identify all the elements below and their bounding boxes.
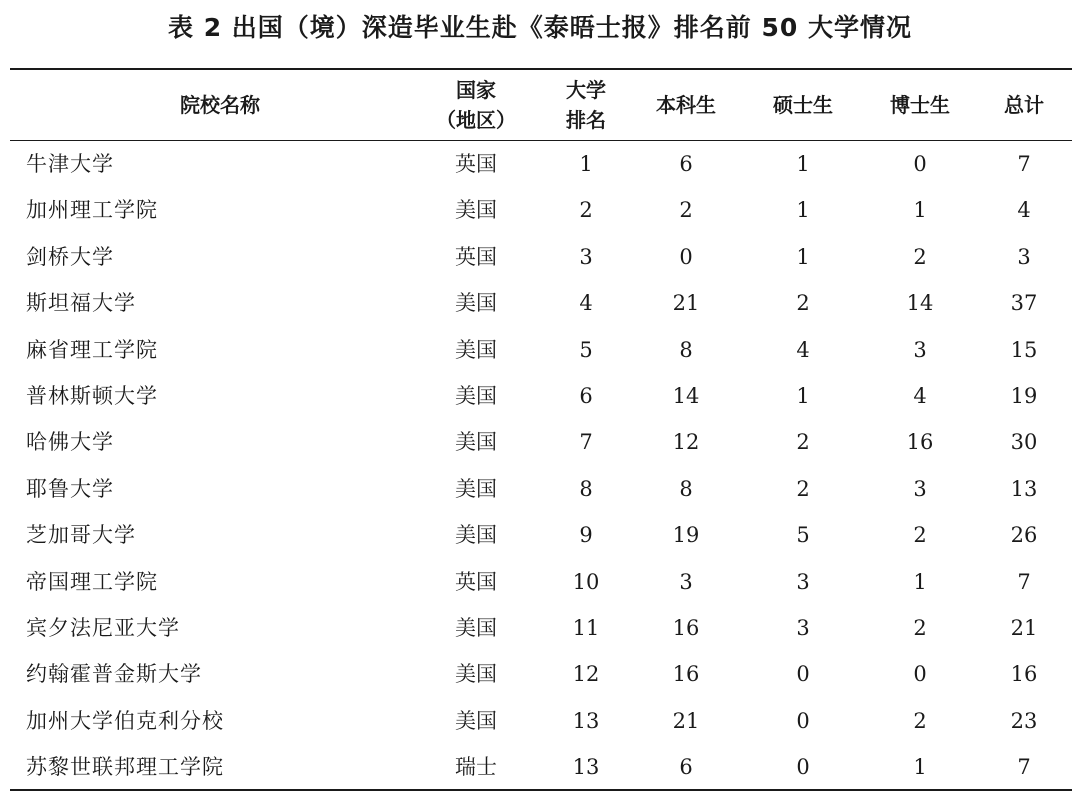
table-row (10, 605, 1072, 651)
table-body (10, 141, 1072, 790)
cell-undergraduate: 14 (672, 383, 700, 408)
cell-undergraduate: 8 (679, 337, 693, 362)
cell-school-name: 斯坦福大学 (26, 291, 136, 316)
cell-phd: 2 (913, 615, 927, 640)
table-row (10, 141, 1072, 187)
cell-phd: 3 (913, 476, 927, 501)
cell-rank: 4 (579, 291, 593, 316)
cell-school-name: 芝加哥大学 (26, 523, 136, 548)
table-header (10, 70, 1072, 140)
cell-school-name: 加州理工学院 (26, 198, 158, 223)
cell-master: 1 (796, 152, 810, 176)
cell-phd: 3 (913, 337, 927, 362)
header-phd: 博士生 (890, 93, 950, 117)
cell-school-name: 耶鲁大学 (26, 476, 114, 501)
cell-total: 30 (1010, 430, 1038, 455)
cell-undergraduate: 6 (679, 152, 693, 176)
cell-total: 37 (1010, 291, 1038, 316)
cell-total: 15 (1010, 337, 1038, 362)
cell-country: 瑞士 (455, 755, 497, 780)
cell-undergraduate: 21 (672, 708, 700, 733)
cell-country: 美国 (455, 198, 497, 223)
cell-total: 23 (1010, 708, 1038, 733)
cell-master: 2 (796, 430, 810, 455)
cell-total: 7 (1017, 755, 1031, 780)
cell-rank: 9 (579, 523, 593, 548)
cell-phd: 1 (913, 569, 927, 594)
cell-master: 0 (796, 708, 810, 733)
table-row (10, 559, 1072, 605)
cell-phd: 14 (906, 291, 934, 316)
cell-undergraduate: 8 (679, 476, 693, 501)
cell-master: 5 (796, 523, 810, 548)
cell-total: 3 (1017, 244, 1031, 269)
table-row (10, 744, 1072, 790)
cell-total: 7 (1017, 152, 1031, 176)
header-university-rank: 大学 排名 (566, 78, 606, 132)
cell-total: 19 (1010, 383, 1038, 408)
cell-total: 4 (1017, 198, 1031, 223)
table-row (10, 419, 1072, 465)
cell-phd: 1 (913, 198, 927, 223)
cell-master: 0 (796, 755, 810, 780)
cell-phd: 16 (906, 430, 934, 455)
cell-master: 0 (796, 662, 810, 687)
table-row (10, 373, 1072, 419)
cell-school-name: 哈佛大学 (26, 430, 114, 455)
cell-school-name: 普林斯顿大学 (26, 383, 158, 408)
table-row (10, 327, 1072, 373)
table-row (10, 512, 1072, 558)
cell-rank: 5 (579, 337, 593, 362)
cell-phd: 1 (913, 755, 927, 780)
cell-country: 美国 (455, 476, 497, 501)
table-row (10, 187, 1072, 233)
table-row (10, 280, 1072, 326)
cell-undergraduate: 16 (672, 662, 700, 687)
cell-country: 美国 (455, 662, 497, 687)
cell-undergraduate: 12 (672, 430, 700, 455)
cell-rank: 11 (572, 615, 600, 640)
cell-rank: 3 (579, 244, 593, 269)
cell-master: 2 (796, 291, 810, 316)
cell-phd: 0 (913, 662, 927, 687)
cell-phd: 2 (913, 708, 927, 733)
table-title: 表 2 出国（境）深造毕业生赴《泰晤士报》排名前 50 大学情况 (167, 13, 912, 42)
cell-school-name: 约翰霍普金斯大学 (26, 662, 202, 687)
table-bottom-rule (10, 789, 1072, 791)
cell-country: 美国 (455, 430, 497, 455)
cell-school-name: 苏黎世联邦理工学院 (26, 755, 224, 780)
cell-school-name: 加州大学伯克利分校 (26, 708, 224, 733)
header-total: 总计 (1004, 93, 1044, 117)
cell-school-name: 宾夕法尼亚大学 (26, 615, 180, 640)
cell-rank: 12 (572, 662, 600, 687)
cell-undergraduate: 0 (679, 244, 693, 269)
cell-country: 英国 (455, 152, 497, 176)
cell-undergraduate: 19 (672, 523, 700, 548)
cell-master: 2 (796, 476, 810, 501)
cell-rank: 6 (579, 383, 593, 408)
cell-rank: 13 (572, 708, 600, 733)
header-school-name: 院校名称 (180, 93, 260, 117)
cell-rank: 10 (572, 569, 600, 594)
table-row (10, 698, 1072, 744)
cell-rank: 8 (579, 476, 593, 501)
cell-master: 3 (796, 569, 810, 594)
cell-total: 21 (1010, 615, 1038, 640)
cell-total: 16 (1010, 662, 1038, 687)
cell-phd: 4 (913, 383, 927, 408)
cell-master: 1 (796, 198, 810, 223)
table-row (10, 466, 1072, 512)
cell-school-name: 帝国理工学院 (26, 569, 158, 594)
cell-country: 美国 (455, 383, 497, 408)
cell-school-name: 麻省理工学院 (26, 337, 158, 362)
cell-rank: 7 (579, 430, 593, 455)
cell-school-name: 牛津大学 (26, 152, 114, 176)
cell-phd: 2 (913, 244, 927, 269)
cell-phd: 0 (913, 152, 927, 176)
cell-country: 美国 (455, 523, 497, 548)
cell-undergraduate: 21 (672, 291, 700, 316)
cell-rank: 2 (579, 198, 593, 223)
cell-rank: 13 (572, 755, 600, 780)
cell-phd: 2 (913, 523, 927, 548)
cell-country: 英国 (455, 569, 497, 594)
header-country-region: 国家 （地区） (436, 78, 516, 132)
cell-country: 美国 (455, 615, 497, 640)
cell-school-name: 剑桥大学 (26, 244, 114, 269)
cell-master: 3 (796, 615, 810, 640)
header-master: 硕士生 (773, 93, 833, 117)
header-undergraduate: 本科生 (656, 93, 716, 117)
table-row (10, 234, 1072, 280)
cell-rank: 1 (579, 152, 593, 176)
table-row (10, 651, 1072, 697)
cell-master: 1 (796, 383, 810, 408)
cell-country: 美国 (455, 708, 497, 733)
cell-master: 1 (796, 244, 810, 269)
cell-undergraduate: 16 (672, 615, 700, 640)
cell-master: 4 (796, 337, 810, 362)
cell-country: 英国 (455, 244, 497, 269)
cell-country: 美国 (455, 291, 497, 316)
cell-country: 美国 (455, 337, 497, 362)
cell-total: 7 (1017, 569, 1031, 594)
cell-undergraduate: 6 (679, 755, 693, 780)
cell-undergraduate: 3 (679, 569, 693, 594)
cell-total: 26 (1010, 523, 1038, 548)
cell-undergraduate: 2 (679, 198, 693, 223)
cell-total: 13 (1010, 476, 1038, 501)
